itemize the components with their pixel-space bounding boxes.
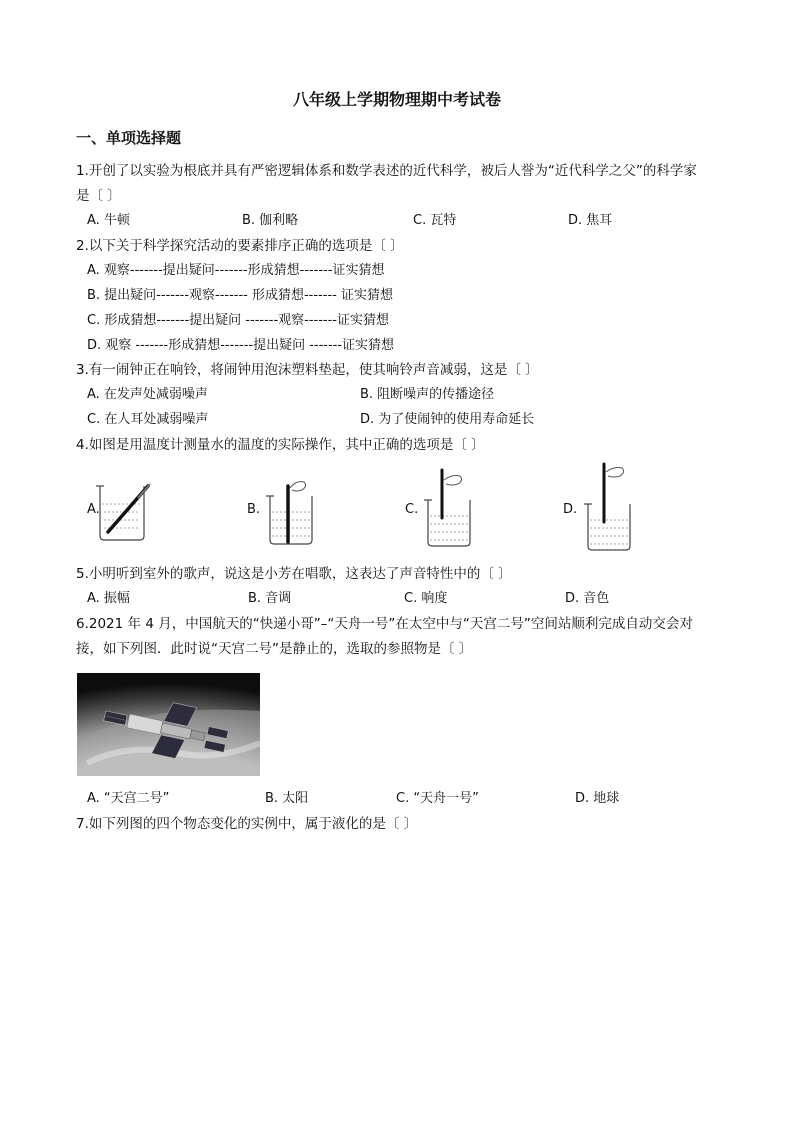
question-5-option-b: B. 音调 (248, 591, 292, 606)
question-1-stem-line2: 是〔 〕 (76, 188, 121, 204)
question-3-option-a: A. 在发声处减弱噪声 (87, 387, 208, 402)
question-1-stem-line1: 1.开创了以实验为根底并具有严密逻辑体系和数学表述的近代科学，被后人誉为“近代科学之父”的科学家 (76, 163, 697, 179)
question-2-option-d: D. 观察 -------形成猜想-------提出疑问 -------证实猜想 (87, 338, 395, 353)
question-6-option-b: B. 太阳 (265, 791, 309, 806)
question-6-stem-line1: 6.2021 年 4 月，中国航天的“快递小哥”–“天舟一号”在太空中与“天宫二号”空间站顺利完成自动交会对 (76, 616, 693, 632)
question-2-option-a: A. 观察-------提出疑问-------形成猜想-------证实猜想 (87, 263, 385, 278)
thermometer-figure-c (424, 470, 480, 548)
question-2-option-b: B. 提出疑问-------观察------- 形成猜想------- 证实猜想 (87, 288, 393, 303)
question-1-option-a: A. 牛顿 (87, 213, 130, 228)
question-5-option-d: D. 音色 (565, 591, 610, 606)
question-6-stem-line2: 接，如下列图．此时说“天宫二号”是静止的，选取的参照物是〔 〕 (76, 641, 473, 657)
question-4-label-d: D. (563, 502, 578, 517)
question-5-stem: 5.小明听到室外的歌声，说这是小芳在唱歌，这表达了声音特性中的〔 〕 (76, 566, 512, 582)
question-5-option-a: A. 振幅 (87, 591, 130, 606)
question-2-stem: 2.以下关于科学探究活动的要素排序正确的选项是〔 〕 (76, 238, 404, 254)
section-heading: 一、单项选择题 (76, 129, 182, 147)
question-3-option-c: C. 在人耳处减弱噪声 (87, 412, 209, 427)
question-3-stem: 3.有一闹钟正在响铃，将闹钟用泡沫塑料垫起，使其响铃声音减弱，这是〔 〕 (76, 362, 539, 378)
question-1-option-c: C. 瓦特 (413, 213, 457, 228)
question-4-label-c: C. (405, 502, 419, 517)
thermometer-figure-d (584, 464, 640, 552)
thermometer-figure-b (266, 478, 322, 546)
question-3-option-d: D. 为了使闹钟的使用寿命延长 (360, 412, 535, 427)
question-6-option-d: D. 地球 (575, 791, 620, 806)
question-5-option-c: C. 响度 (404, 591, 448, 606)
thermometer-figure-a (96, 484, 156, 544)
page-title: 八年级上学期物理期中考试卷 (292, 90, 501, 109)
question-2-option-c: C. 形成猜想-------提出疑问 -------观察-------证实猜想 (87, 313, 389, 328)
question-1-option-b: B. 伽利略 (242, 213, 299, 228)
space-station-photo (77, 673, 260, 776)
question-4-stem: 4.如图是用温度计测量水的温度的实际操作，其中正确的选项是〔 〕 (76, 437, 485, 453)
question-6-option-a: A. “天宫二号” (87, 791, 170, 806)
question-4-label-b: B. (247, 502, 261, 517)
question-4-label-a: A. (87, 502, 100, 517)
question-6-option-c: C. “天舟一号” (396, 791, 479, 806)
question-3-option-b: B. 阻断噪声的传播途径 (360, 387, 495, 402)
question-7-stem: 7.如下列图的四个物态变化的实例中，属于液化的是〔 〕 (76, 816, 418, 832)
question-1-option-d: D. 焦耳 (568, 213, 613, 228)
